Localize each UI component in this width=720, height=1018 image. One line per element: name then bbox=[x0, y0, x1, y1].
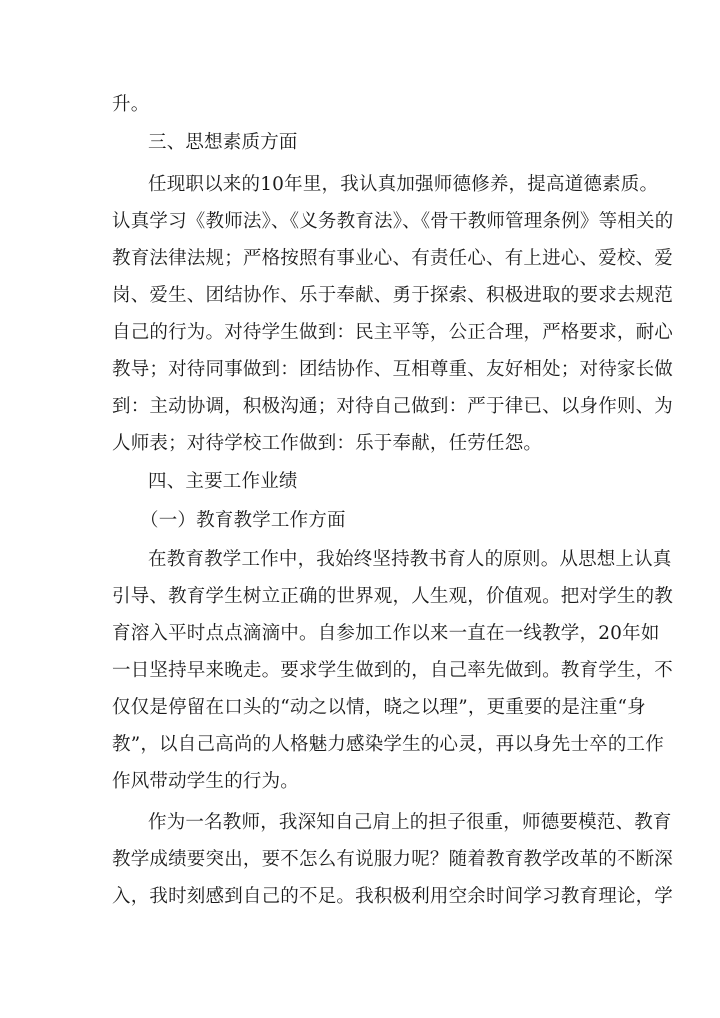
paragraph-line: 一日坚持早来晚走。要求学生做到的，自己率先做到。教育学生，不 bbox=[112, 660, 674, 681]
paragraph-line: 任现职以来的10年里，我认真加强师德修养，提高道德素质。 bbox=[148, 174, 659, 195]
paragraph-line: 岗、爱生、团结协作、乐于奉献、勇于探索、积极进取的要求去规范 bbox=[112, 285, 674, 306]
subsection-heading-teaching: （一）教育教学工作方面 bbox=[140, 510, 346, 531]
paragraph-line: 作风带动学生的行为。 bbox=[112, 771, 300, 792]
paragraph-line: 人师表；对待学校工作做到：乐于奉献，任劳任怨。 bbox=[112, 433, 543, 454]
paragraph-line: 入，我时刻感到自己的不足。我积极利用空余时间学习教育理论，学 bbox=[112, 886, 674, 907]
paragraph-line: 教学成绩要突出，要不怎么有说服力呢？随着教育教学改革的不断深 bbox=[112, 849, 674, 870]
paragraph-line: 作为一名教师，我深知自己肩上的担子很重，师德要模范、教育 bbox=[148, 812, 672, 833]
paragraph-line: 到：主动协调，积极沟通；对待自己做到：严于律已、以身作则、为 bbox=[112, 396, 674, 417]
section-heading-achievements: 四、主要工作业绩 bbox=[148, 471, 298, 492]
paragraph-line: 育溶入平时点点滴滴中。自参加工作以来一直在一线教学，20年如 bbox=[112, 623, 660, 644]
paragraph-line: 仅仅是停留在口头的“动之以情，晓之以理”，更重要的是注重“身 bbox=[112, 697, 646, 718]
paragraph-line: 教育法律法规；严格按照有事业心、有责任心、有上进心、爱校、爱 bbox=[112, 248, 674, 269]
paragraph-line: 教导；对待同事做到：团结协作、互相尊重、友好相处；对待家长做 bbox=[112, 359, 674, 380]
paragraph-line: 认真学习《教师法》、《义务教育法》、《骨干教师管理条例》等相关的 bbox=[112, 211, 674, 232]
paragraph-line: 引导、教育学生树立正确的世界观，人生观，价值观。把对学生的教 bbox=[112, 586, 674, 607]
paragraph-line: 自己的行为。对待学生做到：民主平等，公正合理，严格要求，耐心 bbox=[112, 322, 674, 343]
paragraph-line: 教”，以自己高尚的人格魅力感染学生的心灵，再以身先士卒的工作 bbox=[112, 734, 664, 755]
section-heading-ideology: 三、思想素质方面 bbox=[148, 132, 298, 153]
paragraph-line: 升。 bbox=[112, 94, 150, 115]
paragraph-line: 在教育教学工作中，我始终坚持教书育人的原则。从思想上认真 bbox=[148, 549, 672, 570]
